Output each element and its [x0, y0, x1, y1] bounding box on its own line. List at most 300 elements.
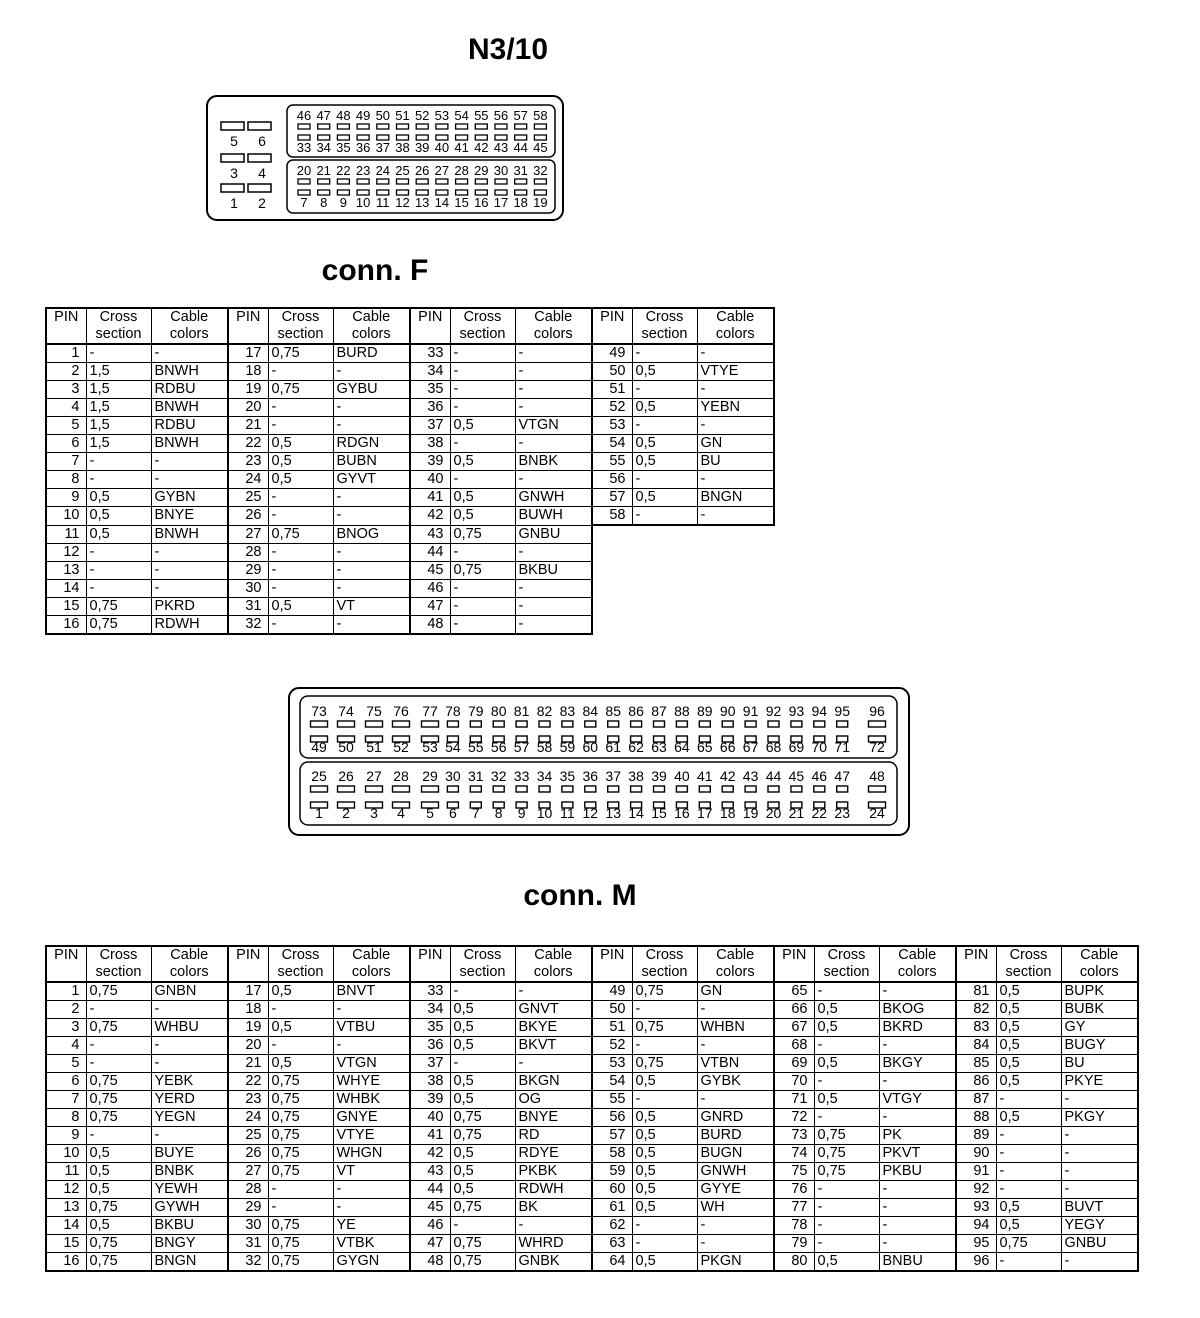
- cable-color: GNWH: [697, 1163, 774, 1181]
- terminal-pin: [393, 721, 410, 727]
- pin-label: 15: [454, 195, 469, 210]
- pin-label: 14: [434, 195, 450, 210]
- pin-number: 43: [410, 1163, 450, 1181]
- pin-number: 1: [46, 982, 86, 1001]
- signal-pin: [515, 179, 527, 184]
- cable-color: -: [333, 543, 410, 561]
- pin-number: 54: [592, 1073, 632, 1091]
- pin-label: 31: [468, 768, 484, 784]
- table-row: [46, 1163, 1138, 1181]
- pin-label: 55: [474, 108, 489, 123]
- pin-label: 78: [445, 703, 461, 719]
- pin-label: 30: [493, 163, 509, 178]
- cross-section: -: [86, 1127, 151, 1145]
- pin-label: 90: [719, 703, 736, 719]
- pin-number: 45: [410, 1199, 450, 1217]
- pin-label: 62: [628, 739, 644, 755]
- terminal-pin: [366, 786, 383, 792]
- cross-section: 0,5: [632, 1163, 697, 1181]
- cross-section: -: [450, 435, 515, 453]
- pin-label: 17: [697, 805, 713, 821]
- pin-label: 27: [434, 163, 450, 178]
- pin-label: 49: [311, 739, 327, 755]
- header-cross-section: Cross section: [814, 946, 879, 982]
- cross-section: 1,5: [86, 363, 151, 381]
- pin-number: 94: [956, 1217, 996, 1235]
- cable-color: -: [515, 615, 592, 634]
- pin-number: 36: [410, 1037, 450, 1055]
- cable-color: BURD: [333, 344, 410, 363]
- cable-color: -: [151, 1001, 228, 1019]
- header-cable-colors: Cable colors: [515, 946, 592, 982]
- pin-label: 44: [765, 768, 782, 784]
- pin-number: 86: [956, 1073, 996, 1091]
- pin-label: 38: [628, 768, 644, 784]
- terminal-pin: [585, 721, 596, 727]
- cross-section: -: [86, 579, 151, 597]
- pin-label: 45: [533, 140, 548, 155]
- cable-color: BKBU: [515, 561, 592, 579]
- cross-section: -: [814, 1073, 879, 1091]
- pin-number: 1: [46, 344, 86, 363]
- cross-section: 0,5: [632, 453, 697, 471]
- pin-label: 11: [376, 195, 390, 210]
- signal-pin: [397, 124, 409, 129]
- pin-number: 29: [228, 561, 268, 579]
- pin-number: 44: [410, 1181, 450, 1199]
- cable-color: PKRD: [151, 597, 228, 615]
- cross-section: 0,75: [86, 1073, 151, 1091]
- pin-number: 18: [228, 1001, 268, 1019]
- pin-number: 10: [46, 1145, 86, 1163]
- cross-section: -: [86, 1055, 151, 1073]
- pin-label: 68: [765, 739, 782, 755]
- pin-label: 12: [582, 805, 599, 821]
- pin-number: 6: [46, 435, 86, 453]
- cross-section: -: [86, 344, 151, 363]
- terminal-pin: [768, 721, 779, 727]
- pin-number: 48: [410, 1253, 450, 1272]
- cable-color: -: [697, 507, 774, 526]
- pin-label: 44: [513, 140, 528, 155]
- cross-section: 0,5: [450, 1073, 515, 1091]
- cross-section: 0,5: [996, 1073, 1061, 1091]
- pin-label: 23: [355, 163, 371, 178]
- cross-section: 0,5: [86, 489, 151, 507]
- pin-number: 34: [410, 363, 450, 381]
- pin-label: 56: [490, 739, 507, 755]
- cable-color: BUWH: [515, 507, 592, 526]
- cable-color: GN: [697, 982, 774, 1001]
- pin-label: 27: [366, 768, 382, 784]
- cable-color: -: [879, 1235, 956, 1253]
- cable-color: BKGY: [879, 1055, 956, 1073]
- pin-number: 46: [410, 1217, 450, 1235]
- terminal-pin: [422, 721, 439, 727]
- table-row: [46, 615, 774, 634]
- cable-color: PKGY: [1061, 1109, 1138, 1127]
- cable-color: -: [515, 579, 592, 597]
- header-cross-section: Cross section: [996, 946, 1061, 982]
- cross-section: 0,5: [996, 1037, 1061, 1055]
- cross-section: -: [632, 1091, 697, 1109]
- pin-label: 42: [474, 140, 489, 155]
- cross-section: 0,5: [632, 435, 697, 453]
- header-cable-colors: Cable colors: [879, 946, 956, 982]
- pin-label: 20: [296, 163, 312, 178]
- cable-color: GNBU: [1061, 1235, 1138, 1253]
- pin-number: 12: [46, 543, 86, 561]
- cross-section: -: [450, 579, 515, 597]
- cross-section: 0,5: [268, 1055, 333, 1073]
- cross-section: 0,5: [86, 1181, 151, 1199]
- cable-color: GYWH: [151, 1199, 228, 1217]
- cable-color: PKGN: [697, 1253, 774, 1272]
- pin-number: 21: [228, 417, 268, 435]
- cable-color: BNVT: [333, 982, 410, 1001]
- pin-number: 66: [774, 1001, 814, 1019]
- cable-color: VT: [333, 597, 410, 615]
- cross-section: -: [450, 543, 515, 561]
- cable-color: WHBU: [151, 1019, 228, 1037]
- cable-color: -: [333, 1001, 410, 1019]
- pin-label: 13: [414, 195, 430, 210]
- pin-label: 80: [490, 703, 507, 719]
- pin-label: 96: [869, 703, 885, 719]
- pin-number: 79: [774, 1235, 814, 1253]
- cable-color: RDBU: [151, 381, 228, 399]
- pin-number: 7: [46, 1091, 86, 1109]
- cable-color: BKYE: [515, 1019, 592, 1037]
- pin-number: 6: [46, 1073, 86, 1091]
- pin-number: 38: [410, 1073, 450, 1091]
- pin-label: 32: [533, 163, 548, 178]
- cable-color: VTGN: [333, 1055, 410, 1073]
- cross-section: 0,5: [814, 1001, 879, 1019]
- cable-color: YEWH: [151, 1181, 228, 1199]
- pin-label: 33: [513, 768, 530, 784]
- pin-number: 19: [228, 1019, 268, 1037]
- cable-color: GYYE: [697, 1181, 774, 1199]
- cross-section: 0,5: [996, 1019, 1061, 1037]
- cross-section: 0,5: [632, 1073, 697, 1091]
- pin-number: 89: [956, 1127, 996, 1145]
- terminal-pin: [447, 721, 458, 727]
- pin-number: 77: [774, 1199, 814, 1217]
- terminal-pin: [422, 786, 439, 792]
- pin-number: 11: [46, 1163, 86, 1181]
- pin-label: 37: [605, 768, 621, 784]
- pin-label: 5: [426, 805, 434, 821]
- cable-color: -: [1061, 1163, 1138, 1181]
- cross-section: -: [632, 1001, 697, 1019]
- cross-section: 1,5: [86, 435, 151, 453]
- pin-number: 62: [592, 1217, 632, 1235]
- pin-number: 51: [592, 1019, 632, 1037]
- cross-section: 0,5: [450, 507, 515, 526]
- cable-color: -: [515, 363, 592, 381]
- cross-section: -: [632, 344, 697, 363]
- pin-number: 50: [592, 363, 632, 381]
- pin-label: 16: [474, 195, 489, 210]
- cable-color: -: [515, 344, 592, 363]
- cable-color: WHRD: [515, 1235, 592, 1253]
- pin-number: 7: [46, 453, 86, 471]
- cross-section: 1,5: [86, 399, 151, 417]
- terminal-pin: [366, 721, 383, 727]
- terminal-pin: [631, 721, 642, 727]
- pin-number: 20: [228, 399, 268, 417]
- signal-pin: [495, 124, 507, 129]
- cross-section: -: [86, 543, 151, 561]
- cable-color: BURD: [697, 1127, 774, 1145]
- pin-number: 5: [46, 417, 86, 435]
- pin-number: 52: [592, 399, 632, 417]
- cross-section: -: [268, 1181, 333, 1199]
- terminal-pin: [393, 786, 410, 792]
- terminal-pin: [516, 786, 527, 792]
- cross-section: 0,5: [632, 1145, 697, 1163]
- cross-section: 0,75: [86, 597, 151, 615]
- cable-color: GN: [697, 435, 774, 453]
- pin-number: 28: [228, 1181, 268, 1199]
- pin-number: 64: [592, 1253, 632, 1272]
- cable-color: BNGN: [151, 1253, 228, 1272]
- header-cross-section: Cross section: [268, 308, 333, 344]
- cable-color: -: [515, 435, 592, 453]
- cable-color: -: [151, 453, 228, 471]
- pin-number: 96: [956, 1253, 996, 1272]
- pin-label: 46: [296, 108, 312, 123]
- pin-label: 29: [474, 163, 489, 178]
- header-pin: PIN: [592, 946, 632, 982]
- pin-label: 67: [742, 739, 759, 755]
- conn-m-connector-diagram: [283, 683, 915, 840]
- pin-label: 43: [493, 140, 509, 155]
- table-row: [46, 417, 774, 435]
- cable-color: BUYE: [151, 1145, 228, 1163]
- pin-number: 9: [46, 1127, 86, 1145]
- pin-number: 41: [410, 489, 450, 507]
- pin-label: 43: [742, 768, 759, 784]
- cross-section: 0,5: [268, 982, 333, 1001]
- cable-color: GNBU: [515, 525, 592, 543]
- signal-pin: [357, 124, 369, 129]
- pin-number: 90: [956, 1145, 996, 1163]
- pin-label: 11: [560, 805, 575, 821]
- pin-label: 76: [393, 703, 409, 719]
- cable-color: GYVT: [333, 471, 410, 489]
- cable-color: -: [879, 1109, 956, 1127]
- pin-label: 69: [788, 739, 805, 755]
- signal-pin: [377, 179, 389, 184]
- terminal-pin: [837, 786, 848, 792]
- header-cable-colors: Cable colors: [697, 946, 774, 982]
- cable-color: BKVT: [515, 1037, 592, 1055]
- pin-label: 22: [811, 805, 828, 821]
- pin-label: 89: [697, 703, 713, 719]
- cable-color: -: [515, 399, 592, 417]
- header-cross-section: Cross section: [450, 946, 515, 982]
- cross-section: -: [996, 1127, 1061, 1145]
- pin-label: 1: [230, 195, 238, 211]
- cable-color: BUBK: [1061, 1001, 1138, 1019]
- pin-label: 52: [393, 739, 409, 755]
- cable-color: PKBK: [515, 1163, 592, 1181]
- pin-label: 21: [316, 163, 331, 178]
- pin-label: 3: [230, 165, 238, 181]
- table-row: [46, 507, 774, 526]
- terminal-pin: [338, 786, 355, 792]
- cable-color: BNBK: [151, 1163, 228, 1181]
- terminal-pin: [493, 721, 504, 727]
- cable-color: -: [515, 982, 592, 1001]
- cross-section: 0,75: [450, 561, 515, 579]
- cable-color: BKRD: [879, 1019, 956, 1037]
- cross-section: -: [814, 982, 879, 1001]
- cross-section: 0,75: [86, 1199, 151, 1217]
- cable-color: -: [151, 543, 228, 561]
- pin-label: 24: [375, 163, 391, 178]
- pin-number: 75: [774, 1163, 814, 1181]
- cable-color: PKVT: [879, 1145, 956, 1163]
- pin-number: 65: [774, 982, 814, 1001]
- pin-number: 37: [410, 1055, 450, 1073]
- signal-pin: [475, 124, 487, 129]
- cross-section: 0,5: [632, 363, 697, 381]
- pin-label: 28: [454, 163, 469, 178]
- pin-number: 9: [46, 489, 86, 507]
- cross-section: 0,5: [996, 1109, 1061, 1127]
- cable-color: -: [879, 1217, 956, 1235]
- pin-number: 5: [46, 1055, 86, 1073]
- signal-pin: [534, 179, 546, 184]
- header-cable-colors: Cable colors: [1061, 946, 1138, 982]
- pin-number: 19: [228, 381, 268, 399]
- pin-number: 44: [410, 543, 450, 561]
- header-cross-section: Cross section: [450, 308, 515, 344]
- table-row: [46, 525, 774, 543]
- cross-section: 0,5: [632, 1199, 697, 1217]
- cable-color: -: [697, 381, 774, 399]
- cross-section: 0,75: [632, 1055, 697, 1073]
- pin-number: 51: [592, 381, 632, 399]
- cross-section: 0,5: [86, 1145, 151, 1163]
- pin-number: 23: [228, 1091, 268, 1109]
- pin-number: 57: [592, 489, 632, 507]
- cross-section: 0,75: [268, 381, 333, 399]
- table-row: [46, 1019, 1138, 1037]
- pin-number: 3: [46, 381, 86, 399]
- cross-section: 0,5: [268, 453, 333, 471]
- pin-label: 34: [536, 768, 553, 784]
- cable-color: -: [879, 1037, 956, 1055]
- pin-number: 11: [46, 525, 86, 543]
- cable-color: -: [333, 579, 410, 597]
- table-row: [46, 1055, 1138, 1073]
- pin-number: 85: [956, 1055, 996, 1073]
- pin-number: 16: [46, 1253, 86, 1272]
- cable-color: YEGY: [1061, 1217, 1138, 1235]
- cross-section: 1,5: [86, 417, 151, 435]
- pin-label: 1: [315, 805, 323, 821]
- cross-section: 0,5: [632, 1127, 697, 1145]
- cross-section: -: [814, 1181, 879, 1199]
- cross-section: -: [814, 1235, 879, 1253]
- pin-number: 95: [956, 1235, 996, 1253]
- pin-label: 86: [628, 703, 644, 719]
- cross-section: -: [268, 1037, 333, 1055]
- pin-number: 15: [46, 597, 86, 615]
- cross-section: -: [86, 1001, 151, 1019]
- signal-pin: [298, 124, 310, 129]
- table-row: [46, 1037, 1138, 1055]
- pin-label: 25: [311, 768, 327, 784]
- cross-section: -: [268, 1199, 333, 1217]
- pin-label: 28: [393, 768, 409, 784]
- cable-color: RDWH: [515, 1181, 592, 1199]
- terminal-pin: [768, 786, 779, 792]
- cable-color: BNBU: [879, 1253, 956, 1272]
- pin-number: 38: [410, 435, 450, 453]
- pin-number: 37: [410, 417, 450, 435]
- power-pin: [221, 122, 244, 130]
- terminal-pin: [745, 786, 756, 792]
- cable-color: YEGN: [151, 1109, 228, 1127]
- pin-number: 12: [46, 1181, 86, 1199]
- cable-color: -: [697, 344, 774, 363]
- pin-number: 23: [228, 453, 268, 471]
- pin-number: 49: [592, 344, 632, 363]
- pin-number: 13: [46, 1199, 86, 1217]
- cross-section: 0,5: [450, 1163, 515, 1181]
- pin-label: 50: [338, 739, 354, 755]
- pin-label: 13: [605, 805, 621, 821]
- cable-color: -: [697, 1037, 774, 1055]
- cross-section: -: [996, 1091, 1061, 1109]
- cable-color: BK: [515, 1199, 592, 1217]
- cable-color: OG: [515, 1091, 592, 1109]
- cross-section: 1,5: [86, 381, 151, 399]
- terminal-pin: [869, 786, 886, 792]
- pin-label: 12: [395, 195, 410, 210]
- cross-section: -: [996, 1181, 1061, 1199]
- pin-label: 54: [445, 739, 461, 755]
- power-pin: [248, 154, 271, 162]
- pin-label: 72: [869, 739, 885, 755]
- pin-number: 33: [410, 344, 450, 363]
- pin-label: 29: [422, 768, 438, 784]
- cable-color: -: [333, 507, 410, 526]
- pin-label: 34: [316, 140, 331, 155]
- terminal-pin: [539, 786, 550, 792]
- cross-section: 0,5: [450, 1091, 515, 1109]
- cable-color: BNWH: [151, 435, 228, 453]
- terminal-pin: [562, 786, 573, 792]
- pin-number: 21: [228, 1055, 268, 1073]
- cable-color: BU: [697, 453, 774, 471]
- cross-section: -: [450, 344, 515, 363]
- pin-label: 36: [582, 768, 599, 784]
- header-cable-colors: Cable colors: [333, 308, 410, 344]
- header-cross-section: Cross section: [632, 946, 697, 982]
- terminal-pin: [699, 786, 710, 792]
- cross-section: -: [450, 471, 515, 489]
- pin-number: 80: [774, 1253, 814, 1272]
- signal-pin: [456, 124, 468, 129]
- pin-number: 35: [410, 381, 450, 399]
- cross-section: 0,75: [86, 615, 151, 634]
